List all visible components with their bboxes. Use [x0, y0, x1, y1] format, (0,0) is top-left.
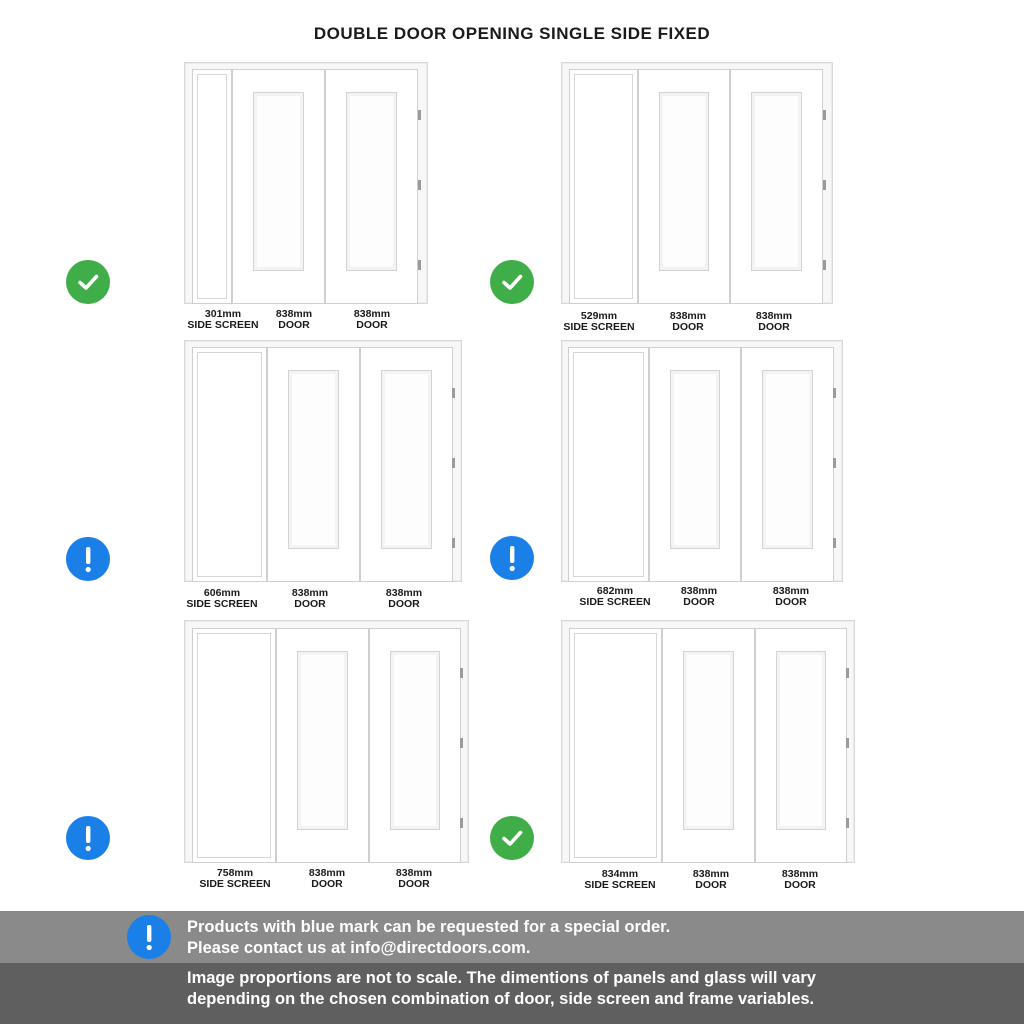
side-screen-dimension: 834mm SIDE SCREEN — [584, 868, 656, 891]
side-screen-dimension: 301mm SIDE SCREEN — [187, 308, 259, 331]
door-dimension: 838mm DOOR — [275, 308, 313, 331]
hinge — [846, 738, 849, 748]
hinge — [418, 260, 421, 270]
door-dimension: 838mm DOOR — [669, 310, 707, 333]
door-leaf-2 — [369, 628, 461, 863]
notice-badge — [127, 915, 171, 959]
hinge — [418, 110, 421, 120]
hinge — [418, 180, 421, 190]
door-leaf-2 — [360, 347, 453, 582]
side-screen — [192, 628, 276, 863]
door-dimension: 838mm DOOR — [781, 868, 819, 891]
page-title: DOUBLE DOOR OPENING SINGLE SIDE FIXED — [313, 24, 711, 43]
door-dimension: 838mm DOOR — [680, 585, 718, 608]
status-badge-1 — [66, 260, 110, 304]
status-badge-4 — [490, 536, 534, 580]
door-dimension: 838mm DOOR — [308, 867, 346, 890]
exclamation-icon — [136, 922, 162, 952]
hinge — [833, 458, 836, 468]
hinge — [452, 388, 455, 398]
door-leaf-2 — [730, 69, 823, 304]
status-badge-2 — [490, 260, 534, 304]
door-option-1 — [184, 62, 428, 304]
door-dimension: 838mm DOOR — [772, 585, 810, 608]
door-leaf-1 — [267, 347, 360, 582]
hinge — [833, 538, 836, 548]
side-screen — [192, 69, 232, 304]
side-screen — [569, 69, 638, 304]
status-badge-6 — [490, 816, 534, 860]
door-option-2 — [561, 62, 833, 304]
door-leaf-1 — [232, 69, 325, 304]
side-screen-dimension: 606mm SIDE SCREEN — [186, 587, 258, 610]
door-dimension: 838mm DOOR — [395, 867, 433, 890]
door-dimension: 838mm DOOR — [353, 308, 391, 331]
door-leaf-2 — [325, 69, 418, 304]
hinge — [452, 458, 455, 468]
side-screen — [568, 347, 649, 582]
door-dimension: 838mm DOOR — [692, 868, 730, 891]
exclamation-icon — [75, 544, 101, 574]
side-screen — [192, 347, 267, 582]
door-option-6 — [561, 620, 855, 863]
hinge — [833, 388, 836, 398]
hinge — [823, 260, 826, 270]
status-badge-5 — [66, 816, 110, 860]
special-order-notice: Products with blue mark can be requested for a special order. Please contact us at info@directdoors.com. — [187, 918, 671, 957]
hinge — [823, 110, 826, 120]
side-screen — [569, 628, 662, 863]
hinge — [846, 668, 849, 678]
side-screen-dimension: 758mm SIDE SCREEN — [199, 867, 271, 890]
door-leaf-1 — [649, 347, 741, 582]
door-dimension: 838mm DOOR — [291, 587, 329, 610]
hinge — [460, 738, 463, 748]
check-icon — [75, 269, 101, 295]
door-leaf-1 — [638, 69, 730, 304]
door-leaf-1 — [276, 628, 369, 863]
exclamation-icon — [75, 823, 101, 853]
door-dimension: 838mm DOOR — [385, 587, 423, 610]
hinge — [452, 538, 455, 548]
side-screen-dimension: 529mm SIDE SCREEN — [563, 310, 635, 333]
door-leaf-2 — [755, 628, 847, 863]
door-leaf-2 — [741, 347, 834, 582]
side-screen-dimension: 682mm SIDE SCREEN — [579, 585, 651, 608]
door-option-4 — [561, 340, 843, 582]
door-dimension: 838mm DOOR — [755, 310, 793, 333]
scale-disclaimer: Image proportions are not to scale. The dimentions of panels and glass will vary depending on the chosen combination of door, side screen and frame variables. — [187, 969, 816, 1008]
status-badge-3 — [66, 537, 110, 581]
door-leaf-1 — [662, 628, 755, 863]
exclamation-icon — [499, 543, 525, 573]
door-option-5 — [184, 620, 469, 863]
check-icon — [499, 825, 525, 851]
hinge — [460, 668, 463, 678]
hinge — [823, 180, 826, 190]
door-option-3 — [184, 340, 462, 582]
hinge — [460, 818, 463, 828]
hinge — [846, 818, 849, 828]
check-icon — [499, 269, 525, 295]
